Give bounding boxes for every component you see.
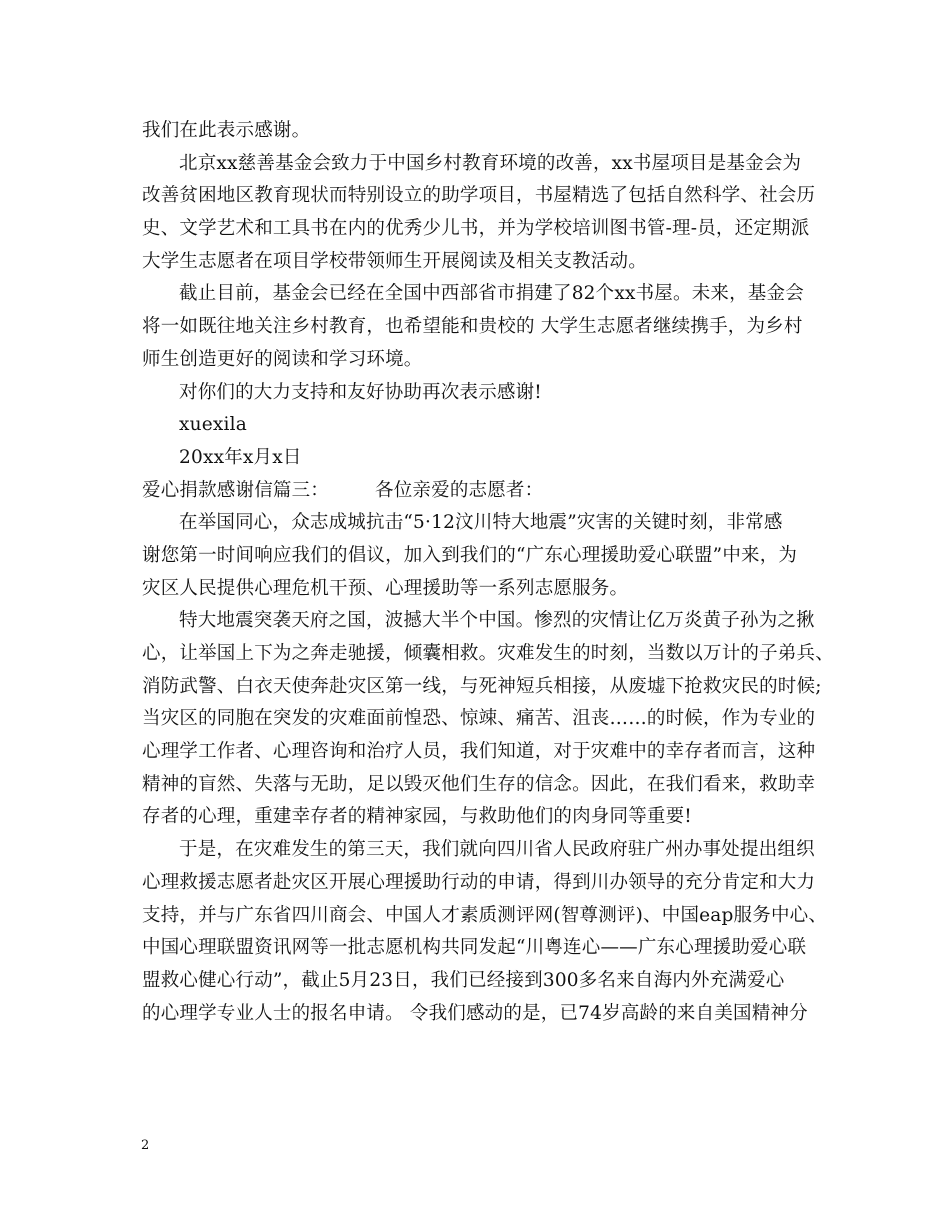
text-line: 我们在此表示感谢。 (142, 120, 311, 141)
text-line: 支持，并与广东省四川商会、中国人才素质测评网(智尊测评)、中国eap服务中心、 (142, 904, 828, 926)
text-line: 中国心理联盟资讯网等一批志愿机构共同发起“川粤连心——广东心理援助爱心联 (142, 937, 807, 959)
text-line: 的心理学专业人士的报名申请。 令我们感动的是，已74岁高龄的来自美国精神分 (142, 1002, 808, 1024)
text-line: 盟救心健心行动”，截止5月23日，我们已经接到300多名来自海内外充满爱心 (142, 969, 785, 991)
text-line: 存者的心理，重建幸存者的精神家园，与救助他们的肉身同等重要! (142, 806, 692, 828)
text-line: 消防武警、白衣天使奔赴灾区第一线，与死神短兵相接，从废墟下抢救灾民的时候; (142, 675, 822, 697)
text-line: 改善贫困地区教育现状而特别设立的助学项目，书屋精选了包括自然科学、社会历 (142, 185, 816, 207)
text-line: 当灾区的同胞在突发的灾难面前惶恐、惊竦、痛苦、沮丧……的时候，作为专业的 (142, 708, 816, 730)
signature-date: 20xx年x月x日 (179, 446, 302, 468)
text-line: 将一如既往地关注乡村教育，也希望能和贵校的 大学生志愿者继续携手，为乡村 (142, 316, 803, 338)
text-line: 心，让举国上下为之奔走驰援，倾囊相救。灾难发生的时刻，当数以万计的子弟兵、 (142, 643, 834, 664)
text-line: 灾区人民提供心理危机干预、心理援助等一系列志愿服务。 (142, 577, 629, 599)
text-line: 特大地震突袭天府之国，波撼大半个中国。惨烈的灾情让亿万炎黄子孙为之揪 (179, 610, 815, 632)
text-line: 在举国同心，众志成城抗击“5·12汶川特大地震”灾害的关键时刻，非常感 (179, 512, 783, 534)
text-line: 北京xx慈善基金会致力于中国乡村教育环境的改善，xx书屋项目是基金会为 (179, 152, 802, 174)
text-line: 心理救援志愿者赴灾区开展心理援助行动的申请，得到川办领导的充分肯定和大力 (142, 871, 816, 893)
signature-name: xuexila (179, 414, 247, 436)
text-line: 师生创造更好的阅读和学习环境。 (142, 348, 423, 370)
text-line: 谢您第一时间响应我们的倡议，加入到我们的“广东心理援助爱心联盟”中来，为 (142, 544, 798, 566)
section-heading-line (142, 475, 822, 508)
text-line: 心理学工作者、心理咨询和治疗人员，我们知道，对于灾难中的幸存者而言，这种 (142, 741, 816, 763)
text-line: 于是，在灾难发生的第三天，我们就向四川省人民政府驻广州办事处提出组织 (179, 839, 815, 861)
page-number: 2 (141, 1138, 150, 1153)
section-heading: 爱心捐款感谢信篇三： (142, 479, 330, 501)
salutation: 各位亲爱的志愿者： (375, 479, 544, 501)
text-line: 精神的盲然、失落与无助，足以毁灭他们生存的信念。因此，在我们看来，救助幸 (142, 773, 816, 795)
text-line: 截止目前，基金会已经在全国中西部省市捐建了82个xx书屋。未来，基金会 (179, 283, 804, 305)
text-line: 对你们的大力支持和友好协助再次表示感谢! (179, 381, 542, 403)
body-text (142, 115, 834, 1030)
text-line: 史、文学艺术和工具书在内的优秀少儿书，并为学校培训图书管-理-员，还定期派 (142, 218, 810, 240)
text-line: 大学生志愿者在项目学校带领师生开展阅读及相关支教活动。 (142, 250, 647, 272)
